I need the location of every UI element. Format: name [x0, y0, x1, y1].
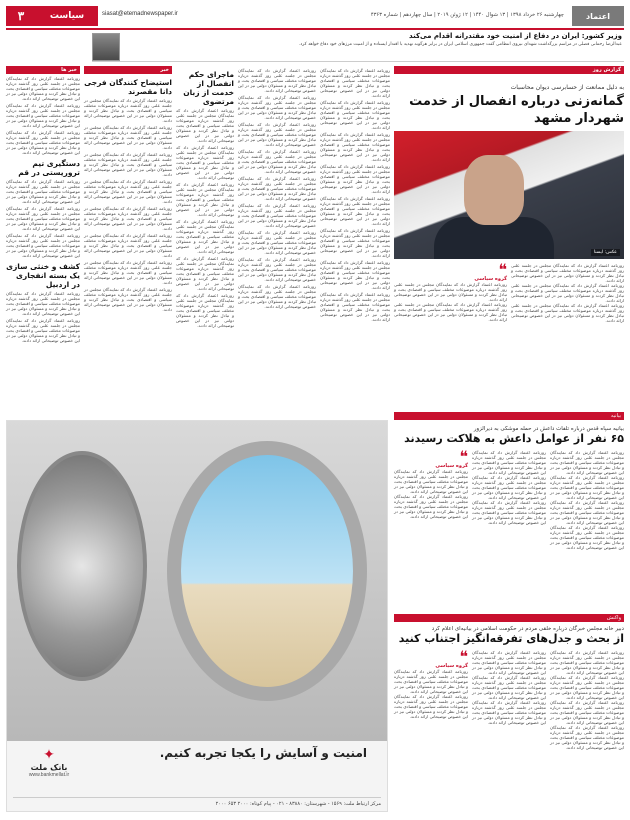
article-column — [84, 66, 172, 406]
article-text: روزنامه اعتماد گزارش داد که نمایندگان مجلس در جلسه علنی روز گذشته درباره موضوعات مختلف سیاسی و اقتصادی بحث و تبادل نظر کردند و مسئولان دولتی نیز در این خصوص توضیحاتی ارائه دادند. — [238, 68, 316, 93]
bank-name: بانک ملت — [30, 763, 68, 772]
article-text: روزنامه اعتماد گزارش داد که نمایندگان مجلس در جلسه علنی روز گذشته درباره موضوعات مختلف سیاسی و اقتصادی بحث و تبادل نظر کردند و مسئولان دولتی نیز در این خصوص توضیحاتی ارائه دادند. — [238, 203, 316, 228]
article-text: روزنامه اعتماد گزارش داد که نمایندگان مجلس در جلسه علنی روز گذشته درباره موضوعات مختلف سیاسی و اقتصادی بحث و تبادل نظر کردند و مسئولان دولتی نیز در این خصوص توضیحاتی ارائه دادند. — [84, 125, 172, 150]
brief-text: روزنامه اعتماد گزارش داد که نمایندگان مجلس در جلسه علنی روز گذشته درباره موضوعات مختلف سیاسی و اقتصادی بحث و تبادل نظر کردند و مسئولان دولتی نیز در این خصوص توضیحاتی ارائه دادند. — [6, 103, 80, 128]
article-headline[interactable]: ماجرای حکم انفصال از خدمت از زبان مرتضوی — [183, 70, 234, 106]
story-body: روزنامه اعتماد گزارش داد که نمایندگان مجلس در جلسه علنی روز گذشته درباره موضوعات مختلف سیاسی و اقتصادی بحث و تبادل نظر کردند و مسئولان دولتی نیز در این خصوص توضیحاتی ارائه دادند. روزنامه اعتماد گزارش داد که نمایندگان مجلس در جلسه علنی روز گذشته درباره موضوعات مختلف سیاسی و اقتصادی بحث و تبادل نظر کردند و مسئولان دولتی نیز در این خصوص توضیحاتی ارائه دادند. روزنامه اعتماد گزارش داد که نمایندگان مجلس در جلسه علنی روز گذشته درباره موضوعات مختلف سیاسی و اقتصادی بحث و تبادل نظر کردند و مسئولان دولتی نیز در این خصوص توضیحاتی ارائه دادند. روزنامه اعتماد گزارش داد که نمایندگان مجلس در جلسه علنی روز گذشته درباره موضوعات مختلف سیاسی و اقتصادی بحث و تبادل نظر کردند و مسئولان دولتی نیز در این خصوص توضیحاتی ارائه دادند. روزنامه اعتماد گزارش داد که نمایندگان مجلس در جلسه علنی روز گذشته درباره موضوعات مختلف سیاسی و اقتصادی بحث و تبادل نظر کردند و مسئولان دولتی نیز در این خصوص توضیحاتی ارائه دادند. روزنامه اعتماد گزارش داد که نمایندگان مجلس در جلسه علنی روز گذشته درباره موضوعات مختلف سیاسی و اقتصادی بحث و تبادل نظر کردند و مسئولان دولتی نیز در این خصوص توضیحاتی ارائه دادند. روزنامه اعتماد گزارش داد که نمایندگان مجلس در جلسه علنی روز گذشته درباره موضوعات مختلف سیاسی و اقتصادی بحث و تبادل نظر کردند و مسئولان دولتی نیز در این خصوص توضیحاتی ارائه دادند. ❝ گروه سیاسی روزنامه اعتماد گزارش داد که نمایندگان مجلس در جلسه علنی روز گذشته درباره موضوعات مختلف سیاسی و اقتصادی بحث و تبادل نظر کردند و مسئولان دولتی نیز در این خصوص توضیحاتی ارائه دادند. روزنامه اعتماد گزارش داد که نمایندگان مجلس در جلسه علنی روز گذشته درباره موضوعات مختلف سیاسی و اقتصادی بحث و تبادل نظر کردند و مسئولان دولتی نیز در این خصوص توضیحاتی ارائه دادند. — [394, 647, 624, 750]
photo-caption: عکس: ایسنا — [591, 249, 620, 256]
newspaper-logo: اعتماد — [572, 6, 624, 26]
vault-image — [7, 421, 388, 741]
body-column: روزنامه اعتماد گزارش داد که نمایندگان مجلس در جلسه علنی روز گذشته درباره موضوعات مختلف سیاسی و اقتصادی بحث و تبادل نظر کردند و مسئولان دولتی نیز در این خصوص توضیحاتی ارائه دادند. روزنامه اعتماد گزارش داد که نمایندگان مجلس در جلسه علنی روز گذشته درباره موضوعات مختلف سیاسی و اقتصادی بحث و تبادل نظر کردند و مسئولان دولتی نیز در این خصوص توضیحاتی ارائه دادند. روزنامه اعتماد گزارش داد که نمایندگان مجلس در جلسه علنی روز گذشته درباره موضوعات مختلف سیاسی و اقتصادی بحث و تبادل نظر کردند و مسئولان دولتی نیز در این خصوص توضیحاتی ارائه دادند. — [511, 263, 624, 323]
ad-slogan: امنیت و آسایش را یکجا تجربه کنیم. — [159, 746, 367, 760]
article-column — [176, 66, 234, 406]
article-text: روزنامه اعتماد گزارش داد که نمایندگان مجلس در جلسه علنی روز گذشته درباره موضوعات مختلف سیاسی و اقتصادی بحث و تبادل نظر کردند و مسئولان دولتی نیز در این خصوص توضیحاتی ارائه دادند. — [176, 145, 234, 180]
article-text: روزنامه اعتماد گزارش داد که نمایندگان مجلس در جلسه علنی روز گذشته درباره موضوعات مختلف سیاسی و اقتصادی بحث و تبادل نظر کردند و مسئولان دولتی نیز در این خصوص توضیحاتی ارائه دادند. — [84, 206, 172, 231]
article-text: روزنامه اعتماد گزارش داد که نمایندگان مجلس در جلسه علنی روز گذشته درباره موضوعات مختلف سیاسی و اقتصادی بحث و تبادل نظر کردند و مسئولان دولتی نیز در این خصوص توضیحاتی ارائه دادند. — [320, 132, 390, 162]
bank-logo — [19, 747, 79, 787]
main-story-body — [394, 260, 624, 323]
article-text: روزنامه اعتماد گزارش داد که نمایندگان مجلس در جلسه علنی روز گذشته درباره موضوعات مختلف سیاسی و اقتصادی بحث و تبادل نظر کردند و مسئولان دولتی نیز در این خصوص توضیحاتی ارائه دادند. — [84, 260, 172, 285]
bank-url[interactable]: www.bankmellat.ir — [28, 772, 70, 778]
article-text: روزنامه اعتماد گزارش داد که نمایندگان مجلس در جلسه علنی روز گذشته درباره موضوعات مختلف سیاسی و اقتصادی بحث و تبادل نظر کردند و مسئولان دولتی نیز در این خصوص توضیحاتی ارائه دادند. — [320, 260, 390, 290]
story-kicker: بیانیه سپاه قدس درباره تلفات داعش در حمله موشکی به دیرالزور — [473, 426, 624, 432]
story-kicker: دبیر خانه مجلس خبرگان درباره خلقی مردم در حکومت اسلامی در بیانیه‌ای اعلام کرد — [431, 626, 624, 632]
quote-icon: ❝ — [459, 647, 468, 666]
brief-text: روزنامه اعتماد گزارش داد که نمایندگان مجلس در جلسه علنی روز گذشته درباره موضوعات مختلف سیاسی و اقتصادی بحث و تبادل نظر کردند و مسئولان دولتی نیز در این خصوص توضیحاتی ارائه دادند. — [6, 233, 80, 258]
article-headline[interactable]: استیضاح کنندگان فرجی دانا مقصرند — [84, 78, 172, 96]
main-story-title[interactable]: گمانه‌زنی درباره انفصال از خدمت شهردار مشهد — [409, 94, 624, 126]
section-band: بیانیه — [394, 412, 624, 420]
section-band: واکنش — [394, 614, 624, 622]
article-text: روزنامه اعتماد گزارش داد که نمایندگان مجلس در جلسه علنی روز گذشته درباره موضوعات مختلف سیاسی و اقتصادی بحث و تبادل نظر کردند و مسئولان دولتی نیز در این خصوص توضیحاتی ارائه دادند. — [320, 164, 390, 194]
article-text: روزنامه اعتماد گزارش داد که نمایندگان مجلس در جلسه علنی روز گذشته درباره موضوعات مختلف سیاسی و اقتصادی بحث و تبادل نظر کردند و مسئولان دولتی نیز در این خصوص توضیحاتی ارائه دادند. — [320, 196, 390, 226]
story-title[interactable]: ۶۵ نفر از عوامل داعش به هلاکت رسیدند — [404, 432, 624, 445]
brief-text: روزنامه اعتماد گزارش داد که نمایندگان مجلس در جلسه علنی روز گذشته درباره موضوعات مختلف سیاسی و اقتصادی بحث و تبادل نظر کردند و مسئولان دولتی نیز در این خصوص توضیحاتی ارائه دادند. — [6, 291, 80, 316]
header-divider — [6, 28, 624, 30]
body-column: ❝ گروه سیاسی روزنامه اعتماد گزارش داد که نمایندگان مجلس در جلسه علنی روز گذشته درباره موضوعات مختلف سیاسی و اقتصادی بحث و تبادل نظر کردند و مسئولان دولتی نیز در این خصوص توضیحاتی ارائه دادند. روزنامه اعتماد گزارش داد که نمایندگان مجلس در جلسه علنی روز گذشته درباره موضوعات مختلف سیاسی و اقتصادی بحث و تبادل نظر کردند و مسئولان دولتی نیز در این خصوص توضیحاتی ارائه دادند. — [394, 260, 507, 322]
story-isis — [394, 424, 624, 610]
story-body: روزنامه اعتماد گزارش داد که نمایندگان مجلس در جلسه علنی روز گذشته درباره موضوعات مختلف سیاسی و اقتصادی بحث و تبادل نظر کردند و مسئولان دولتی نیز در این خصوص توضیحاتی ارائه دادند. روزنامه اعتماد گزارش داد که نمایندگان مجلس در جلسه علنی روز گذشته درباره موضوعات مختلف سیاسی و اقتصادی بحث و تبادل نظر کردند و مسئولان دولتی نیز در این خصوص توضیحاتی ارائه دادند. روزنامه اعتماد گزارش داد که نمایندگان مجلس در جلسه علنی روز گذشته درباره موضوعات مختلف سیاسی و اقتصادی بحث و تبادل نظر کردند و مسئولان دولتی نیز در این خصوص توضیحاتی ارائه دادند. روزنامه اعتماد گزارش داد که نمایندگان مجلس در جلسه علنی روز گذشته درباره موضوعات مختلف سیاسی و اقتصادی بحث و تبادل نظر کردند و مسئولان دولتی نیز در این خصوص توضیحاتی ارائه دادند. روزنامه اعتماد گزارش داد که نمایندگان مجلس در جلسه علنی روز گذشته درباره موضوعات مختلف سیاسی و اقتصادی بحث و تبادل نظر کردند و مسئولان دولتی نیز در این خصوص توضیحاتی ارائه دادند. روزنامه اعتماد گزارش داد که نمایندگان مجلس در جلسه علنی روز گذشته درباره موضوعات مختلف سیاسی و اقتصادی بحث و تبادل نظر کردند و مسئولان دولتی نیز در این خصوص توضیحاتی ارائه دادند. روزنامه اعتماد گزارش داد که نمایندگان مجلس در جلسه علنی روز گذشته درباره موضوعات مختلف سیاسی و اقتصادی بحث و تبادل نظر کردند و مسئولان دولتی نیز در این خصوص توضیحاتی ارائه دادند. ❝ گروه سیاسی روزنامه اعتماد گزارش داد که نمایندگان مجلس در جلسه علنی روز گذشته درباره موضوعات مختلف سیاسی و اقتصادی بحث و تبادل نظر کردند و مسئولان دولتی نیز در این خصوص توضیحاتی ارائه دادند. روزنامه اعتماد گزارش داد که نمایندگان مجلس در جلسه علنی روز گذشته درباره موضوعات مختلف سیاسی و اقتصادی بحث و تبادل نظر کردند و مسئولان دولتی نیز در این خصوص توضیحاتی ارائه دادند. — [394, 447, 624, 550]
article-text: روزنامه اعتماد گزارش داد که نمایندگان مجلس در جلسه علنی روز گذشته درباره موضوعات مختلف سیاسی و اقتصادی بحث و تبادل نظر کردند و مسئولان دولتی نیز در این خصوص توضیحاتی ارائه دادند. — [238, 284, 316, 309]
byline: گروه سیاسی — [435, 463, 468, 469]
article-column — [320, 66, 390, 406]
article-text: روزنامه اعتماد گزارش داد که نمایندگان مجلس در جلسه علنی روز گذشته درباره موضوعات مختلف سیاسی و اقتصادی بحث و تبادل نظر کردند و مسئولان دولتی نیز در این خصوص توضیحاتی ارائه دادند. — [176, 293, 234, 328]
article-text: روزنامه اعتماد گزارش داد که نمایندگان مجلس در جلسه علنی روز گذشته درباره موضوعات مختلف سیاسی و اقتصادی بحث و تبادل نظر کردند و مسئولان دولتی نیز در این خصوص توضیحاتی ارائه دادند. — [238, 122, 316, 147]
beach-view — [167, 441, 367, 701]
bank-advertisement[interactable] — [6, 420, 388, 812]
brief-text: روزنامه اعتماد گزارش داد که نمایندگان مجلس در جلسه علنی روز گذشته درباره موضوعات مختلف سیاسی و اقتصادی بحث و تبادل نظر کردند و مسئولان دولتی نیز در این خصوص توضیحاتی ارائه دادند. — [6, 130, 80, 155]
article-column — [238, 66, 316, 406]
story-title[interactable]: از بحث و جدل‌های تفرقه‌انگیز اجتناب کنید — [398, 632, 624, 645]
article-text: روزنامه اعتماد گزارش داد که نمایندگان مجلس در جلسه علنی روز گذشته درباره موضوعات مختلف سیاسی و اقتصادی بحث و تبادل نظر کردند و مسئولان دولتی نیز در این خصوص توضیحاتی ارائه دادند. — [238, 95, 316, 120]
article-text: روزنامه اعتماد گزارش داد که نمایندگان مجلس در جلسه علنی روز گذشته درباره موضوعات مختلف سیاسی و اقتصادی بحث و تبادل نظر کردند و مسئولان دولتی نیز در این خصوص توضیحاتی ارائه دادند. — [320, 228, 390, 258]
main-story-tag: گزارش روز — [394, 66, 624, 74]
article-text: روزنامه اعتماد گزارش داد که نمایندگان مجلس در جلسه علنی روز گذشته درباره موضوعات مختلف سیاسی و اقتصادی بحث و تبادل نظر کردند و مسئولان دولتی نیز در این خصوص توضیحاتی ارائه دادند. — [176, 108, 234, 143]
article-text: روزنامه اعتماد گزارش داد که نمایندگان مجلس در جلسه علنی روز گذشته درباره موضوعات مختلف سیاسی و اقتصادی بحث و تبادل نظر کردند و مسئولان دولتی نیز در این خصوص توضیحاتی ارائه دادند. — [84, 233, 172, 258]
brief-text: روزنامه اعتماد گزارش داد که نمایندگان مجلس در جلسه علنی روز گذشته درباره موضوعات مختلف سیاسی و اقتصادی بحث و تبادل نظر کردند و مسئولان دولتی نیز در این خصوص توضیحاتی ارائه دادند. — [6, 206, 80, 231]
article-text: روزنامه اعتماد گزارش داد که نمایندگان مجلس در جلسه علنی روز گذشته درباره موضوعات مختلف سیاسی و اقتصادی بحث و تبادل نظر کردند و مسئولان دولتی نیز در این خصوص توضیحاتی ارائه دادند. — [238, 257, 316, 282]
ad-footer: مرکز ارتباط ملت: ۱۵۶۹ - شهرستان: ۸۳۸۸۰ - ۰۲۱ - پیام کوتاه: ۲۰۰۰ ۶۵۳ ۲۰۰۰ — [13, 797, 381, 807]
article-text: روزنامه اعتماد گزارش داد که نمایندگان مجلس در جلسه علنی روز گذشته درباره موضوعات مختلف سیاسی و اقتصادی بحث و تبادل نظر کردند و مسئولان دولتی نیز در این خصوص توضیحاتی ارائه دادند. — [84, 179, 172, 204]
byline: گروه سیاسی — [435, 663, 468, 669]
top-story-title[interactable]: وزیر کشور: ایران در دفاع از امنیت خود مقتدرانه اقدام می‌کند — [409, 32, 622, 40]
main-story — [394, 66, 624, 406]
article-text: روزنامه اعتماد گزارش داد که نمایندگان مجلس در جلسه علنی روز گذشته درباره موضوعات مختلف سیاسی و اقتصادی بحث و تبادل نظر کردند و مسئولان دولتی نیز در این خصوص توضیحاتی ارائه دادند. — [320, 68, 390, 98]
main-story-photo — [394, 131, 624, 259]
article-text: روزنامه اعتماد گزارش داد که نمایندگان مجلس در جلسه علنی روز گذشته درباره موضوعات مختلف سیاسی و اقتصادی بحث و تبادل نظر کردند و مسئولان دولتی نیز در این خصوص توضیحاتی ارائه دادند. — [84, 287, 172, 312]
page-number: ۳ — [6, 6, 36, 26]
article-text: روزنامه اعتماد گزارش داد که نمایندگان مجلس در جلسه علنی روز گذشته درباره موضوعات مختلف سیاسی و اقتصادی بحث و تبادل نظر کردند و مسئولان دولتی نیز در این خصوص توضیحاتی ارائه دادند. — [238, 149, 316, 174]
article-text: روزنامه اعتماد گزارش داد که نمایندگان مجلس در جلسه علنی روز گذشته درباره موضوعات مختلف سیاسی و اقتصادی بحث و تبادل نظر کردند و مسئولان دولتی نیز در این خصوص توضیحاتی ارائه دادند. — [320, 100, 390, 130]
brief-text: روزنامه اعتماد گزارش داد که نمایندگان مجلس در جلسه علنی روز گذشته درباره موضوعات مختلف سیاسی و اقتصادی بحث و تبادل نظر کردند و مسئولان دولتی نیز در این خصوص توضیحاتی ارائه دادند. — [6, 179, 80, 204]
person-face — [464, 155, 524, 225]
section-email[interactable]: siasat@etemadnewspaper.ir — [102, 11, 178, 17]
bank-logo-icon: ✦ — [43, 747, 55, 763]
article-tag: خبر — [84, 66, 172, 74]
news-briefs-column — [6, 66, 80, 406]
section-label: سیاست — [36, 6, 98, 26]
article-text: روزنامه اعتماد گزارش داد که نمایندگان مجلس در جلسه علنی روز گذشته درباره موضوعات مختلف سیاسی و اقتصادی بحث و تبادل نظر کردند و مسئولان دولتی نیز در این خصوص توضیحاتی ارائه دادند. — [320, 292, 390, 322]
brief-text: روزنامه اعتماد گزارش داد که نمایندگان مجلس در جلسه علنی روز گذشته درباره موضوعات مختلف سیاسی و اقتصادی بحث و تبادل نظر کردند و مسئولان دولتی نیز در این خصوص توضیحاتی ارائه دادند. — [6, 318, 80, 343]
top-story-body: عبدالرضا رحمانی فضلی در مراسم بزرگداشت شهدای نیروی انتظامی گفت جمهوری اسلامی ایران در برابر هرگونه تهدید با اقتدار ایستاده و از امنیت مرزهای خود دفاع خواهد کرد. — [298, 42, 622, 47]
quote-icon: ❝ — [459, 447, 468, 466]
quote-icon: ❝ — [498, 260, 507, 279]
brief-headline[interactable]: کشف و خنثی سازی یک بسته انفجاری در اردبیل — [6, 262, 80, 289]
brief-text: روزنامه اعتماد گزارش داد که نمایندگان مجلس در جلسه علنی روز گذشته درباره موضوعات مختلف سیاسی و اقتصادی بحث و تبادل نظر کردند و مسئولان دولتی نیز در این خصوص توضیحاتی ارائه دادند. — [6, 76, 80, 101]
brief-headline[interactable]: دستگیری تیم تروریستی در قم — [18, 159, 80, 177]
minister-photo — [92, 33, 120, 61]
article-text: روزنامه اعتماد گزارش داد که نمایندگان مجلس در جلسه علنی روز گذشته درباره موضوعات مختلف سیاسی و اقتصادی بحث و تبادل نظر کردند و مسئولان دولتی نیز در این خصوص توضیحاتی ارائه دادند. — [176, 182, 234, 217]
article-text: روزنامه اعتماد گزارش داد که نمایندگان مجلس در جلسه علنی روز گذشته درباره موضوعات مختلف سیاسی و اقتصادی بحث و تبادل نظر کردند و مسئولان دولتی نیز در این خصوص توضیحاتی ارائه دادند. — [176, 256, 234, 291]
article-text: روزنامه اعتماد گزارش داد که نمایندگان مجلس در جلسه علنی روز گذشته درباره موضوعات مختلف سیاسی و اقتصادی بحث و تبادل نظر کردند و مسئولان دولتی نیز در این خصوص توضیحاتی ارائه دادند. — [84, 98, 172, 123]
date-line: چهارشنبه ۲۶ خرداد ۱۳۹۸ | ۱۳ شوال ۱۴۴۰ | ۱۲ ژوئن ۲۰۱۹ | سال چهاردهم | شماره ۴۳۶۳ — [370, 12, 564, 18]
page-header — [6, 6, 624, 26]
article-text: روزنامه اعتماد گزارش داد که نمایندگان مجلس در جلسه علنی روز گذشته درباره موضوعات مختلف سیاسی و اقتصادی بحث و تبادل نظر کردند و مسئولان دولتی نیز در این خصوص توضیحاتی ارائه دادند. — [238, 176, 316, 201]
byline: گروه سیاسی — [474, 276, 507, 282]
article-text: روزنامه اعتماد گزارش داد که نمایندگان مجلس در جلسه علنی روز گذشته درباره موضوعات مختلف سیاسی و اقتصادی بحث و تبادل نظر کردند و مسئولان دولتی نیز در این خصوص توضیحاتی ارائه دادند. — [238, 230, 316, 255]
top-story — [92, 32, 624, 62]
article-text: روزنامه اعتماد گزارش داد که نمایندگان مجلس در جلسه علنی روز گذشته درباره موضوعات مختلف سیاسی و اقتصادی بحث و تبادل نظر کردند و مسئولان دولتی نیز در این خصوص توضیحاتی ارائه دادند. — [176, 219, 234, 254]
vault-door — [17, 451, 147, 681]
story-assembly — [394, 624, 624, 814]
main-story-kicker: به دلیل ممانعت از حسابرسی دیوان محاسبات — [510, 84, 624, 91]
briefs-tag: خبر ها — [6, 66, 80, 74]
article-text: روزنامه اعتماد گزارش داد که نمایندگان مجلس در جلسه علنی روز گذشته درباره موضوعات مختلف سیاسی و اقتصادی بحث و تبادل نظر کردند و مسئولان دولتی نیز در این خصوص توضیحاتی ارائه دادند. — [84, 152, 172, 177]
